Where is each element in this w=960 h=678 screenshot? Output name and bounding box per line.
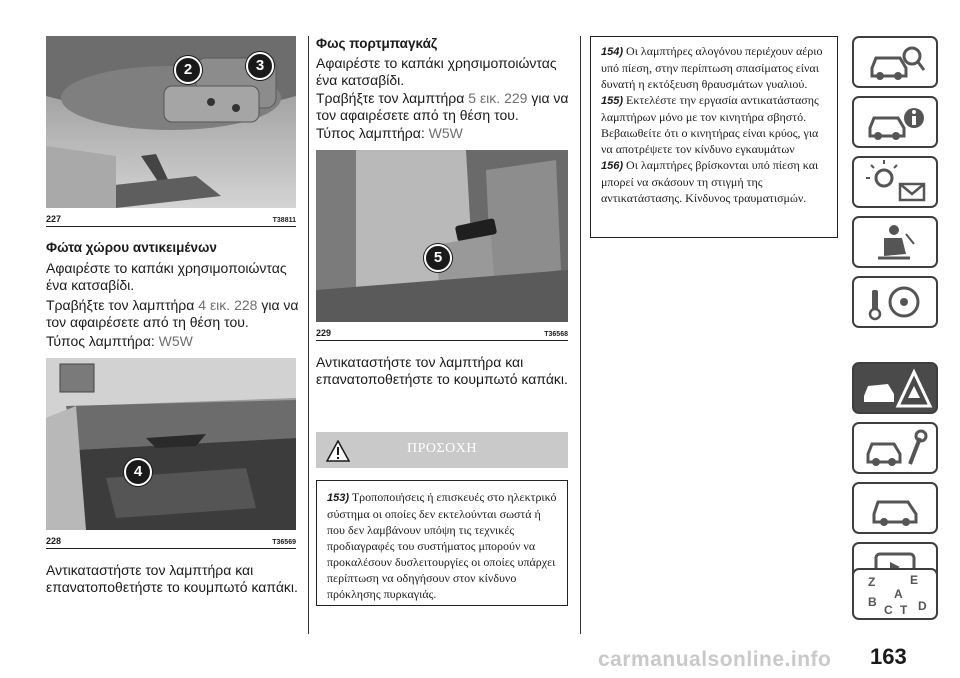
column-divider <box>308 36 309 634</box>
tab-maintenance[interactable] <box>852 422 938 474</box>
paragraph-remove-cover: Αφαιρέστε το καπάκι χρησιμοποιώντας ένα κατσαβίδι. <box>46 260 287 293</box>
paragraph-bulb-type: Τύπος λαμπτήρα: W5W <box>316 125 463 141</box>
car-crash-warning-icon <box>854 364 936 412</box>
figure-number: 229 <box>316 328 332 338</box>
index-letter: D <box>918 599 927 613</box>
figure-228 <box>46 358 296 549</box>
seat-airbag-icon <box>854 218 936 266</box>
warning-header <box>316 432 568 468</box>
notes-box <box>590 36 838 238</box>
section-heading-trunk-light: Φως πορτμπαγκάζ <box>316 36 438 51</box>
glovebox-photo <box>46 358 296 530</box>
page-number: 163 <box>870 644 907 669</box>
warning-lights-message-icon <box>854 158 936 206</box>
figure-number: 227 <box>46 214 62 224</box>
figure-caption <box>316 324 568 338</box>
figure-227-photo <box>46 36 296 208</box>
trunk-interior-photo <box>316 150 568 322</box>
figure-229 <box>316 150 568 341</box>
index-letter: E <box>910 573 919 587</box>
callout-2: 2 <box>174 56 202 84</box>
bulb-type-value: W5W <box>428 125 463 141</box>
note-label: 154) <box>601 46 624 58</box>
callout-4: 4 <box>124 458 152 486</box>
alphabetical-index-icon <box>854 570 936 618</box>
paragraph-pull-bulb: Τραβήξτε τον λαμπτήρα 5 εικ. 229 για να τον αφαιρέσετε από τη θέση του. <box>316 90 569 123</box>
tab-emergency[interactable] <box>852 362 938 414</box>
index-letter: A <box>894 587 903 601</box>
paragraph-replace-bulb: Αντικαταστήστε τον λαμπτήρα και επανατοποθετήστε το κουμπωτό καπάκι. <box>316 354 568 387</box>
figure-caption <box>46 210 296 224</box>
car-info-icon <box>854 98 936 146</box>
index-letter: Z <box>868 575 876 589</box>
figure-code: T36569 <box>272 539 296 546</box>
figure-reference: 4 εικ. 228 <box>198 297 258 313</box>
car-specs-icon <box>854 484 936 532</box>
tab-specifications[interactable] <box>852 482 938 534</box>
car-search-icon <box>854 38 936 86</box>
warning-title: ΠΡΟΣΟΧΗ <box>407 441 477 456</box>
paragraph-replace-bulb: Αντικαταστήστε τον λαμπτήρα και επανατοποθετήστε το κουμπωτό καπάκι. <box>46 562 298 595</box>
note-156: 156) Οι λαμπτήρες βρίσκονται υπό πίεση και μπορεί να σκάσουν τη στιγμή της αντικατάστασης. Κίνδυνος τραυματισμών. <box>601 158 819 205</box>
warning-text: 153) Τροποποιήσεις ή επισκευές στο ηλεκτρικό σύστημα οι οποίες δεν εκτελούνται σωστά ή που δεν λαμβάνουν υπόψη τις τεχνικές προδιαγραφές του συστήματος μπορούν να προκαλέσουν δυσλειτουργίες οι οποίες υπάρχει περίπτωση να οδηγήσουν στον κίνδυνο πρόκλησης πυρκαγιάς. <box>327 490 557 601</box>
paragraph-pull-bulb: Τραβήξτε τον λαμπτήρα 4 εικ. 228 για να τον αφαιρέσετε από τη θέση του. <box>46 297 299 330</box>
figure-code: T38811 <box>272 217 296 224</box>
figure-caption <box>46 532 296 546</box>
note-label: 156) <box>601 160 624 172</box>
bulb-type-value: W5W <box>158 333 193 349</box>
index-letter: T <box>900 603 908 617</box>
index-letter: B <box>868 595 877 609</box>
column-divider <box>580 36 581 634</box>
figure-227 <box>46 36 296 227</box>
callout-3: 3 <box>246 52 274 80</box>
tab-key-steering[interactable] <box>852 276 938 328</box>
index-letter: C <box>884 603 893 617</box>
note-154: 154) Οι λαμπτήρες αλογόνου περιέχουν αέριο υπό πίεση, στην περίπτωση σπασίματος είναι δυνατή η εκτόξευση θραυσμάτων γυαλιού. <box>601 44 823 91</box>
tab-warning-lights-messages[interactable] <box>852 156 938 208</box>
tab-car-info[interactable] <box>852 96 938 148</box>
warning-label: 153) <box>327 492 350 504</box>
tab-car-search[interactable] <box>852 36 938 88</box>
tab-seat-airbag[interactable] <box>852 216 938 268</box>
note-label: 155) <box>601 95 624 107</box>
car-wrench-icon <box>854 424 936 472</box>
figure-228-photo <box>46 358 296 530</box>
figure-number: 228 <box>46 536 62 546</box>
figure-reference: 5 εικ. 229 <box>468 90 528 106</box>
paragraph-remove-cover: Αφαιρέστε το καπάκι χρησιμοποιώντας ένα κατσαβίδι. <box>316 55 557 88</box>
figure-code: T36568 <box>544 331 568 338</box>
watermark: carmanualsonline.info <box>598 648 832 671</box>
tab-index[interactable] <box>852 568 938 620</box>
figure-229-photo <box>316 150 568 322</box>
key-steering-wheel-icon <box>854 278 936 326</box>
paragraph-bulb-type: Τύπος λαμπτήρα: W5W <box>46 333 193 349</box>
callout-5: 5 <box>424 244 452 272</box>
section-heading-object-lights: Φώτα χώρου αντικειμένων <box>46 240 217 255</box>
note-155: 155) Εκτελέστε την εργασία αντικατάστασης λαμπτήρων μόνο με τον κινητήρα σβηστό. Βεβαιωθείτε ότι ο κινητήρας είναι κρύος, για να αποτρέψετε τον κίνδυνο εγκαυμάτων <box>601 93 819 156</box>
warning-box <box>316 480 568 606</box>
